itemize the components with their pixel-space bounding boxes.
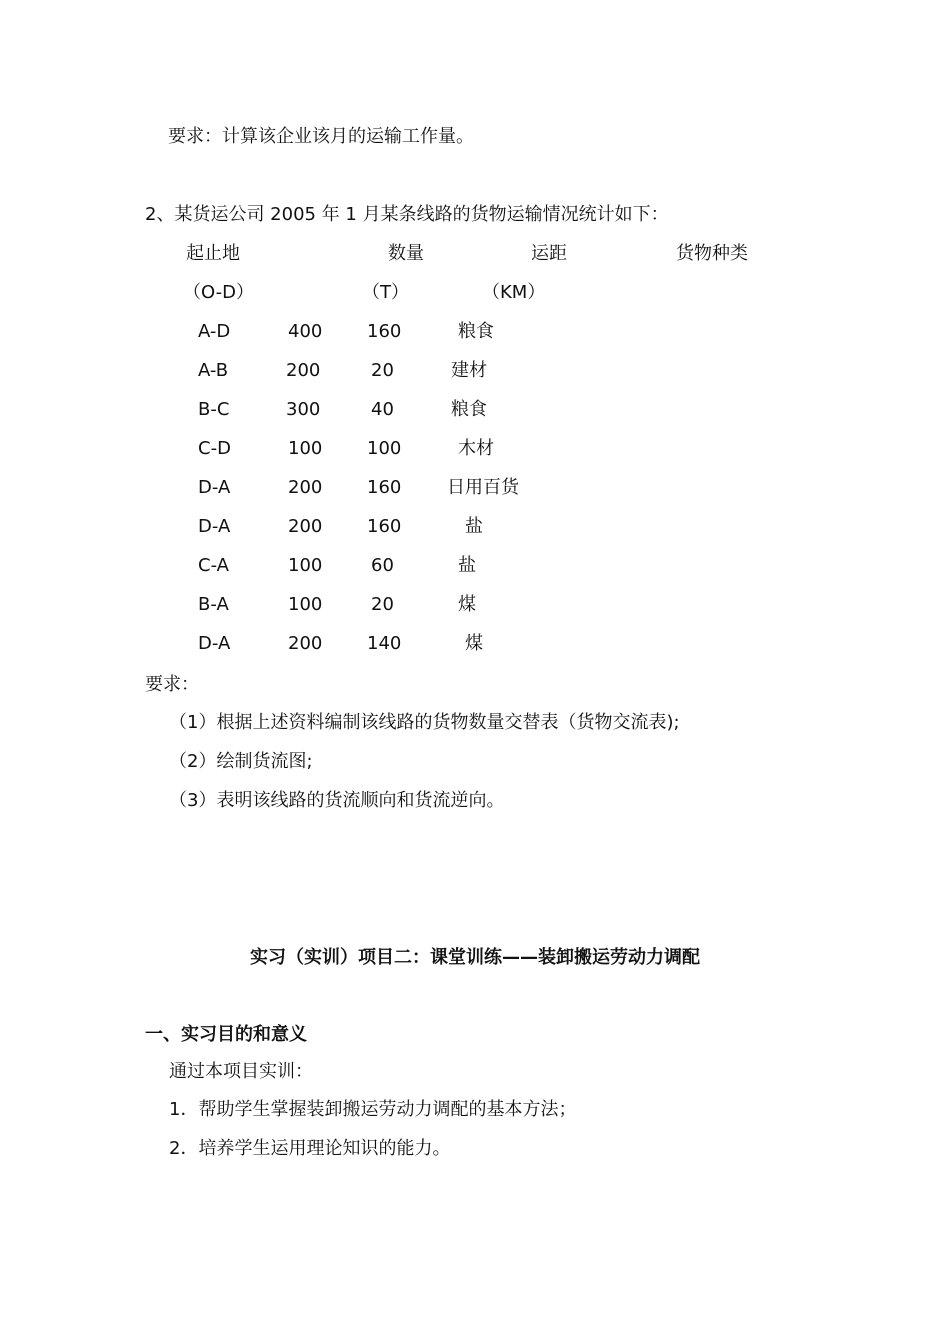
row-cargo: 盐 (458, 555, 476, 576)
row-qty: 100 (288, 594, 323, 615)
row-qty: 200 (288, 477, 323, 498)
row-od: D-A (198, 516, 231, 537)
requirement-item: （3）表明该线路的货流顺向和货流逆向。 (169, 790, 505, 811)
row-od: B-C (198, 399, 230, 420)
row-dist: 160 (367, 477, 402, 498)
row-cargo: 盐 (465, 516, 483, 537)
section-intro: 通过本项目实训： (169, 1061, 313, 1082)
table-row (0, 632, 950, 656)
row-od: D-A (198, 633, 231, 654)
row-cargo: 煤 (465, 633, 483, 654)
project2-title: 实习（实训）项目二：课堂训练——装卸搬运劳动力调配 (250, 947, 700, 968)
header-distance: 运距 (531, 243, 567, 264)
row-cargo: 煤 (458, 594, 476, 615)
goal-item: 2．培养学生运用理论知识的能力。 (169, 1138, 451, 1159)
requirement-item: （2）绘制货流图; (169, 751, 313, 772)
unit-origin-dest: （O-D） (183, 282, 255, 303)
row-qty: 200 (288, 633, 323, 654)
row-qty: 100 (288, 438, 323, 459)
table-row (0, 320, 950, 344)
row-od: A-B (198, 360, 229, 381)
row-qty: 100 (288, 555, 323, 576)
row-od: A-D (198, 321, 231, 342)
header-origin-dest: 起止地 (186, 243, 240, 264)
row-od: B-A (198, 594, 229, 615)
row-cargo: 粮食 (451, 399, 487, 420)
q2-intro: 2、某货运公司 2005 年 1 月某条线路的货物运输情况统计如下： (145, 204, 669, 225)
header-quantity: 数量 (388, 243, 424, 264)
row-cargo: 粮食 (458, 321, 494, 342)
header-cargo-type: 货物种类 (676, 243, 748, 264)
unit-quantity: （T） (362, 282, 409, 303)
table-row (0, 437, 950, 461)
table-row (0, 554, 950, 578)
row-dist: 100 (367, 438, 402, 459)
row-dist: 20 (371, 594, 394, 615)
row-dist: 20 (371, 360, 394, 381)
q1-requirement: 要求：计算该企业该月的运输工作量。 (168, 126, 474, 147)
section-heading: 一、实习目的和意义 (145, 1024, 307, 1045)
unit-distance: （KM） (482, 282, 546, 303)
row-cargo: 日用百货 (447, 477, 519, 498)
row-qty: 200 (288, 516, 323, 537)
table-row (0, 398, 950, 422)
row-cargo: 木材 (458, 438, 494, 459)
row-dist: 40 (371, 399, 394, 420)
table-row (0, 359, 950, 383)
row-qty: 200 (286, 360, 321, 381)
row-qty: 300 (286, 399, 321, 420)
row-od: C-D (198, 438, 231, 459)
row-dist: 160 (367, 516, 402, 537)
row-dist: 140 (367, 633, 402, 654)
row-od: C-A (198, 555, 229, 576)
row-dist: 60 (371, 555, 394, 576)
goal-item: 1．帮助学生掌握装卸搬运劳动力调配的基本方法； (169, 1099, 577, 1120)
table-row (0, 515, 950, 539)
requirement-item: （1）根据上述资料编制该线路的货物数量交替表（货物交流表); (169, 712, 680, 733)
table-row (0, 476, 950, 500)
row-od: D-A (198, 477, 231, 498)
row-qty: 400 (288, 321, 323, 342)
table-row (0, 593, 950, 617)
requirements-label: 要求： (145, 674, 199, 695)
row-dist: 160 (367, 321, 402, 342)
row-cargo: 建材 (451, 360, 487, 381)
